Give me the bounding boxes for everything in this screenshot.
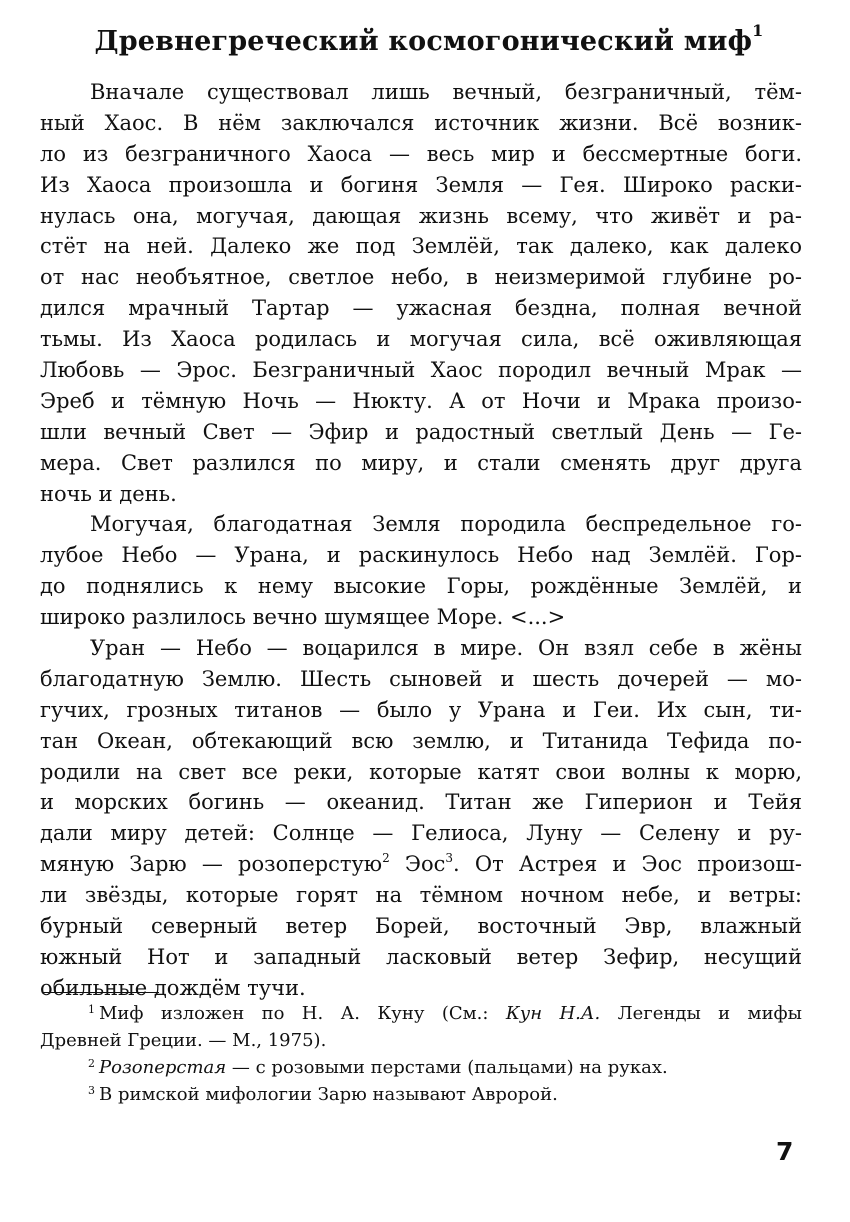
- text-segment: дился мрачный Тартар — ужасная бездна, полная вечной: [40, 296, 802, 321]
- text-line: [40, 201, 802, 232]
- text-segment: ли звёзды, которые горят на тёмном ночном небе, и ветры:: [40, 883, 802, 908]
- footnote-1-continuation: Древней Греции. — М., 1975).: [40, 1030, 327, 1051]
- text-segment: Уран — Небо — воцарился в мире. Он взял себе в жёны: [90, 636, 802, 661]
- text-line: [40, 293, 802, 324]
- text-line: [40, 787, 802, 818]
- text-line: [40, 170, 802, 201]
- text-segment: мяную Зарю — розоперстую: [40, 852, 383, 877]
- footnote-1: [40, 1000, 802, 1027]
- text-segment: дали миру детей: Солнце — Гелиоса, Луну — Селену и ру-: [40, 821, 802, 846]
- footnote-1-author: Кун Н.А.: [505, 1003, 601, 1024]
- text-line: [40, 540, 802, 571]
- footnote-2: [40, 1054, 802, 1081]
- text-segment: Могучая, благодатная Земля породила беспредельное го-: [90, 512, 802, 537]
- footnote-1-text-a: Миф изложен по Н. А. Куну (См.:: [99, 1003, 506, 1024]
- footnote-marker: 2: [382, 851, 390, 866]
- text-line: [40, 77, 802, 108]
- text-segment: ный Хаос. В нём заключался источник жизни. Всё возник-: [40, 110, 802, 135]
- text-line: [40, 664, 802, 695]
- footnote-marker: 3: [445, 851, 454, 866]
- page-title: [40, 18, 818, 66]
- footnote-3-text: В римской мифологии Зарю называют Авророй.: [99, 1084, 558, 1105]
- text-segment: шли вечный Свет — Эфир и радостный светлый День — Ге-: [40, 419, 802, 444]
- text-segment: . От Астрея и Эос произош-: [453, 852, 802, 877]
- text-segment: благодатную Землю. Шесть сыновей и шесть дочерей — мо-: [40, 666, 802, 691]
- text-line: [40, 479, 802, 510]
- text-segment: мера. Свет разлился по миру, и стали сменять друг друга: [40, 450, 802, 475]
- footnote-divider: [43, 992, 159, 993]
- text-segment: Эос: [389, 852, 446, 877]
- text-line: [40, 108, 802, 139]
- footnote-3-number: 3: [88, 1084, 95, 1097]
- text-segment: широко разлилось вечно шумящее Море. <...>: [40, 605, 566, 630]
- text-line: [40, 602, 802, 633]
- text-segment: южный Нот и западный ласковый ветер Зефир, несущий: [40, 944, 802, 969]
- text-line: [40, 571, 802, 602]
- text-line: [40, 911, 802, 942]
- text-line: [40, 324, 802, 355]
- text-line: [40, 942, 802, 973]
- text-line: [40, 355, 802, 386]
- main-text: [40, 77, 802, 1004]
- text-segment: тан Океан, обтекающий всю землю, и Титанида Тефида по-: [40, 728, 802, 753]
- title-text: Древнегреческий космогонический миф: [94, 26, 753, 57]
- footnote-2-term: Розоперстая: [99, 1057, 227, 1078]
- text-segment: гучих, грозных титанов — было у Урана и Геи. Их сын, ти-: [40, 697, 802, 722]
- text-line: [40, 726, 802, 757]
- text-line: [40, 139, 802, 170]
- title-footnote-marker: 1: [752, 21, 764, 40]
- footnote-2-text: — с розовыми перстами (пальцами) на руках.: [226, 1057, 668, 1078]
- text-line: [40, 417, 802, 448]
- footnote-3: [40, 1081, 802, 1108]
- text-segment: нулась она, могучая, дающая жизнь всему, что живёт и ра-: [40, 203, 802, 228]
- text-line: [40, 695, 802, 726]
- text-segment: ночь и день.: [40, 481, 177, 506]
- text-line: [40, 757, 802, 788]
- text-line: [40, 262, 802, 293]
- page-number: 7: [776, 1137, 794, 1166]
- text-segment: ло из безграничного Хаоса — весь мир и бессмертные боги.: [40, 141, 802, 166]
- text-segment: Эреб и тёмную Ночь — Нюкту. А от Ночи и Мрака произо-: [40, 388, 802, 413]
- text-line: [40, 231, 802, 262]
- text-segment: стёт на ней. Далеко же под Землёй, так далеко, как далеко: [40, 234, 802, 259]
- text-line: [40, 448, 802, 479]
- text-segment: родили на свет все реки, которые катят свои волны к морю,: [40, 759, 802, 784]
- text-line: [40, 849, 802, 880]
- text-line: [40, 386, 802, 417]
- text-line: [40, 880, 802, 911]
- text-segment: Любовь — Эрос. Безграничный Хаос породил вечный Мрак —: [40, 358, 802, 383]
- text-segment: и морских богинь — океанид. Титан же Гиперион и Тейя: [40, 790, 802, 815]
- footnote-1-text-b: Легенды и мифы: [600, 1003, 802, 1024]
- footnote-1-number: 1: [88, 1003, 95, 1016]
- text-line: [40, 818, 802, 849]
- text-segment: от нас необъятное, светлое небо, в неизмеримой глубине ро-: [40, 265, 802, 290]
- text-segment: обильные дождём тучи.: [40, 975, 306, 1000]
- footnote-2-number: 2: [88, 1057, 95, 1070]
- text-segment: лубое Небо — Урана, и раскинулось Небо над Землёй. Гор-: [40, 543, 802, 568]
- text-segment: тьмы. Из Хаоса родилась и могучая сила, всё оживляющая: [40, 327, 802, 352]
- text-segment: до поднялись к нему высокие Горы, рождённые Землёй, и: [40, 574, 802, 599]
- text-line: [40, 509, 802, 540]
- text-segment: Вначале существовал лишь вечный, безграничный, тём-: [90, 80, 802, 104]
- text-segment: бурный северный ветер Борей, восточный Эвр, влажный: [40, 914, 802, 939]
- footnotes: [40, 1000, 802, 1108]
- text-segment: Из Хаоса произошла и богиня Земля — Гея. Широко раски-: [40, 172, 802, 197]
- text-line: [40, 633, 802, 664]
